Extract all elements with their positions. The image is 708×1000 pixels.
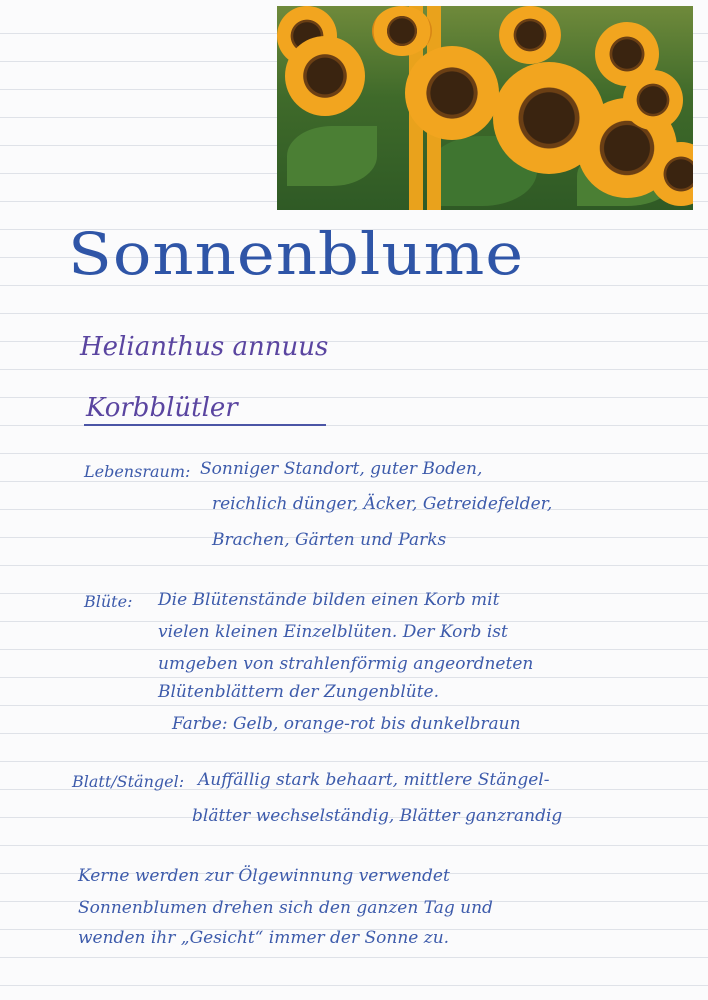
bluete-line: umgeben von strahlenförmig angeordneten (158, 654, 534, 674)
latin-name: Helianthus annuus (80, 332, 329, 362)
bluete-label: Blüte: (84, 592, 133, 611)
bluete-line: Blütenblättern der Zungenblüte. (158, 682, 440, 702)
note-line: Sonnenblumen drehen sich den ganzen Tag und (78, 898, 493, 918)
blatt-line: blätter wechselständig, Blätter ganzrandig (192, 806, 563, 826)
sunflower-head (623, 70, 683, 130)
bluete-color-line: Farbe: Gelb, orange-rot bis dunkelbraun (172, 714, 521, 734)
bluete-line: vielen kleinen Einzelblüten. Der Korb ist (158, 622, 508, 642)
sunflower-photo (277, 6, 693, 210)
leaf-shape (287, 126, 377, 186)
sunflower-head (499, 6, 561, 64)
note-line: Kerne werden zur Ölgewinnung verwendet (78, 866, 450, 886)
blatt-label: Blatt/Stängel: (72, 772, 185, 791)
lebensraum-line: Sonniger Standort, guter Boden, (200, 459, 483, 479)
note-line: wenden ihr „Gesicht“ immer der Sonne zu. (78, 928, 450, 948)
lebensraum-line: Brachen, Gärten und Parks (212, 530, 447, 550)
family-underline (84, 424, 326, 426)
lebensraum-line: reichlich dünger, Äcker, Getreidefelder, (212, 494, 553, 514)
bluete-line: Die Blütenstände bilden einen Korb mit (158, 590, 500, 610)
sunflower-head (372, 6, 432, 56)
sunflower-head (285, 36, 365, 116)
plant-family: Korbblütler (86, 393, 238, 423)
blatt-line: Auffällig stark behaart, mittlere Stängel- (198, 770, 550, 790)
page-title: Sonnenblume (68, 222, 525, 289)
lebensraum-label: Lebensraum: (84, 462, 191, 481)
sunflower-head (405, 46, 499, 140)
